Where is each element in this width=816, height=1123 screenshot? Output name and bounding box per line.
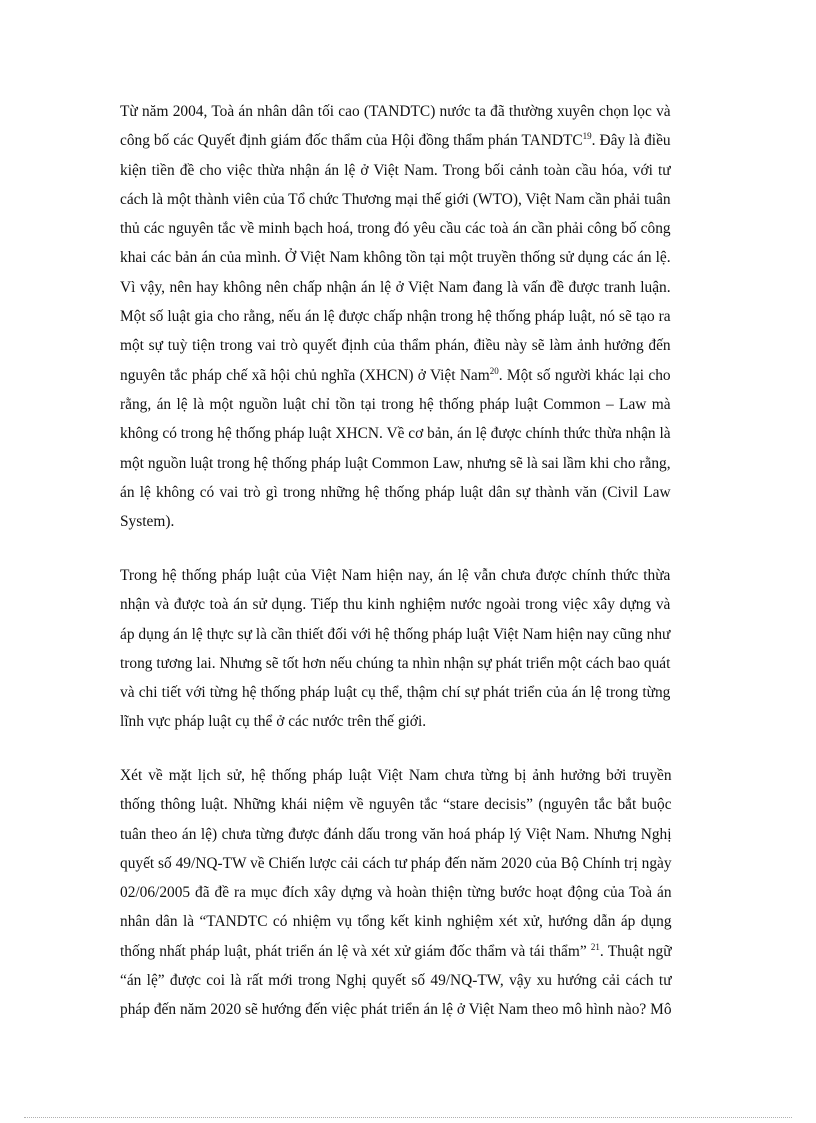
text-line: Một số luật gia cho rằng, nếu án lệ được chấp nhận trong hệ thống pháp luật, nó sẽ tạo ra	[120, 308, 671, 326]
text-line: rằng, án lệ là một nguồn luật chỉ tồn tại trong hệ thống pháp luật Common – Law mà	[120, 395, 671, 413]
text-line: áp dụng án lệ thực sự là cần thiết đối với hệ thống pháp luật Việt Nam hiện nay cũng như	[120, 625, 671, 643]
text-line	[120, 361, 671, 390]
text-line	[120, 937, 672, 966]
text-line: thống thông luật. Những khái niệm về nguyên tắc “stare decisis” (nguyên tắc bắt buộc	[120, 796, 672, 814]
text-line: một sự tuỳ tiện trong vai trò quyết định của thẩm phán, điều này sẽ làm ảnh hưởng đến	[120, 337, 671, 355]
text-line: thủ các nguyên tắc về minh bạch hoá, trong đó yêu cầu các toà án cần phải công bố công	[120, 220, 671, 238]
footnote-ref-20[interactable]: 20	[489, 365, 499, 376]
text-line: Vì vậy, nên hay không nên chấp nhận án lệ ở Việt Nam đang là vấn đề được tranh luận.	[120, 278, 671, 296]
text-line: Trong hệ thống pháp luật của Việt Nam hiện nay, án lệ vẫn chưa được chính thức thừa	[120, 567, 671, 584]
text-segment: thống nhất pháp luật, phát triển án lệ và xét xử giám đốc thẩm và tái thẩm”	[120, 942, 587, 960]
text-segment: công bố các Quyết định giám đốc thẩm của Hội đồng thẩm phán TANDTC	[120, 132, 583, 150]
text-line: Xét về mặt lịch sử, hệ thống pháp luật Việt Nam chưa từng bị ảnh hưởng bởi truyền	[120, 767, 672, 784]
paragraph-3	[120, 761, 672, 1025]
text-line: và chi tiết với từng hệ thống pháp luật cụ thể, thậm chí sự phát triển của án lệ trong từng	[120, 684, 671, 702]
footnote-ref-21[interactable]: 21	[590, 941, 600, 952]
text-line: trong tương lai. Nhưng sẽ tốt hơn nếu chúng ta nhìn nhận sự phát triển một cách bao quát	[120, 654, 671, 672]
text-line: Từ năm 2004, Toà án nhân dân tối cao (TANDTC) nước ta đã thường xuyên chọn lọc và	[120, 103, 671, 120]
text-line: tuân theo án lệ) chưa từng được đánh dấu trong văn hoá pháp lý Việt Nam. Nhưng Nghị	[120, 825, 672, 843]
text-line: nhân dân là “TANDTC có nhiệm vụ tổng kết kinh nghiệm xét xử, hướng dẫn áp dụng	[120, 913, 672, 931]
page-bottom-divider	[24, 1117, 792, 1118]
text-line: khai các bản án của mình. Ở Việt Nam không tồn tại một truyền thống sử dụng các án lệ.	[120, 249, 671, 267]
text-line: quyết số 49/NQ-TW về Chiến lược cải cách tư pháp đến năm 2020 của Bộ Chính trị ngày	[120, 854, 672, 872]
paragraph-1	[120, 97, 671, 536]
text-line: “án lệ” được coi là rất mới trong Nghị quyết số 49/NQ-TW, vậy xu hướng cải cách tư	[120, 972, 672, 990]
text-line: án lệ không có vai trò gì trong những hệ thống pháp luật dân sự thành văn (Civil Law	[120, 483, 671, 501]
text-line: 02/06/2005 đã đề ra mục đích xây dựng và hoàn thiện từng bước hoạt động của Toà án	[120, 884, 672, 902]
text-line: không có trong hệ thống pháp luật XHCN. Về cơ bản, án lệ được chính thức thừa nhận là	[120, 425, 671, 443]
text-segment: nguyên tắc pháp chế xã hội chủ nghĩa (XHCN) ở Việt Nam	[120, 366, 490, 384]
text-segment: . Thuật ngữ	[599, 942, 672, 960]
text-line: một nguồn luật trong hệ thống pháp luật Common Law, nhưng sẽ là sai lầm khi cho rằng,	[120, 454, 671, 472]
text-line: nhận và được toà án sử dụng. Tiếp thu kinh nghiệm nước ngoài trong việc xây dựng và	[120, 596, 671, 614]
footnote-ref-19[interactable]: 19	[582, 131, 592, 142]
text-segment: . Đây là điều	[591, 132, 671, 150]
text-line: cách là một thành viên của Tổ chức Thương mại thế giới (WTO), Việt Nam cần phải tuân	[120, 190, 671, 208]
text-line: System).	[120, 513, 175, 531]
text-segment: . Một số người khác lại cho	[498, 366, 671, 384]
paragraph-2	[120, 561, 670, 737]
text-line: lĩnh vực pháp luật cụ thể ở các nước trên thế giới.	[120, 713, 427, 731]
text-line: pháp đến năm 2020 sẽ hướng đến việc phát triển án lệ ở Việt Nam theo mô hình nào? Mô	[120, 1001, 672, 1019]
text-line: kiện tiền đề cho việc thừa nhận án lệ ở Việt Nam. Trong bối cảnh toàn cầu hóa, với tư	[120, 161, 671, 179]
text-line	[120, 126, 671, 155]
